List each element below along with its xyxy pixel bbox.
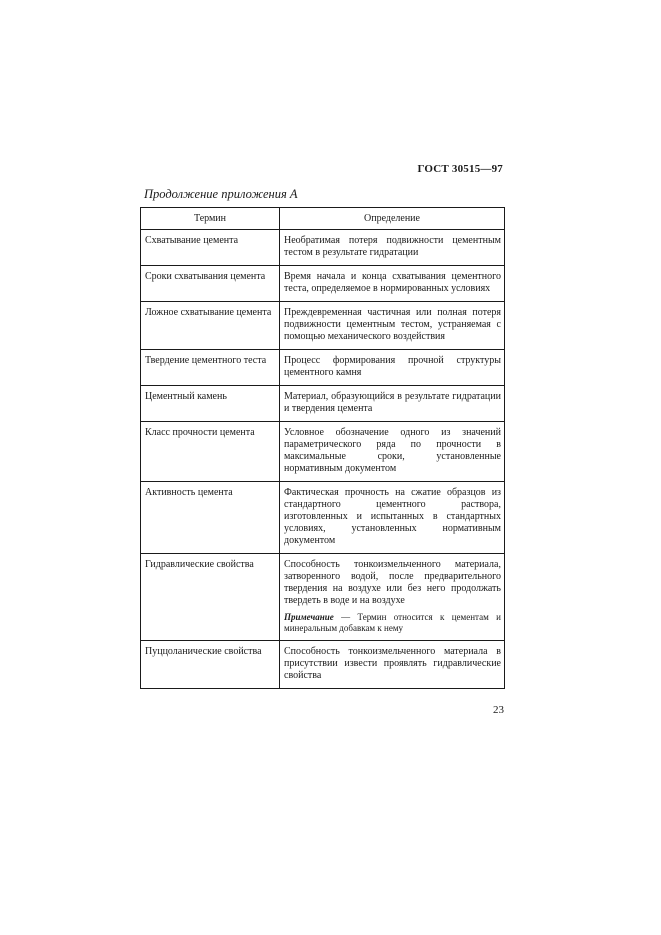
term-cell: Класс прочности цемента: [141, 422, 280, 482]
page-number: 23: [493, 704, 504, 716]
table-row: [141, 641, 505, 689]
term-cell: Твердение цементного теста: [141, 350, 280, 386]
definition-cell: Материал, образующийся в результате гидратации и твердения цемента: [280, 386, 505, 422]
note-label: Примечание: [284, 612, 334, 622]
term-cell: Гидравлические свойства: [141, 554, 280, 641]
term-cell: Сроки схватывания цемента: [141, 266, 280, 302]
document-code: ГОСТ 30515—97: [417, 163, 503, 175]
definition-cell-with-note: [280, 554, 505, 641]
term-cell: Ложное схватывание цемента: [141, 302, 280, 350]
table-row: [141, 422, 505, 482]
note-text: — Термин относится к цементам и минеральным добавкам к нему: [284, 612, 501, 633]
term-cell: Цементный камень: [141, 386, 280, 422]
table-row: [141, 554, 505, 641]
continuation-title: Продолжение приложения А: [144, 187, 298, 201]
column-header-term: Термин: [141, 208, 280, 230]
table-row: [141, 482, 505, 554]
definition-text: Способность тонкоизмельченного материала, затворенного водой, после предварительного твердения на воздухе или без него продолжать твердеть в воде и на воздухе: [284, 559, 501, 606]
definition-cell: Процесс формирования прочной структуры цементного камня: [280, 350, 505, 386]
table-row: [141, 266, 505, 302]
definition-cell: Способность тонкоизмельченного материала в присутствии извести проявлять гидравлические свойства: [280, 641, 505, 689]
definition-note: [284, 612, 501, 634]
term-cell: Пуццоланические свойства: [141, 641, 280, 689]
definition-cell: Условное обозначение одного из значений параметрического ряда по прочности в максимальные сроки, установленные нормативным документом: [280, 422, 505, 482]
term-cell: Активность цемента: [141, 482, 280, 554]
table-row: [141, 302, 505, 350]
term-cell: Схватывание цемента: [141, 230, 280, 266]
column-header-definition: Определение: [280, 208, 505, 230]
table-header-row: [141, 208, 505, 230]
table-row: [141, 386, 505, 422]
terms-table: [140, 207, 505, 689]
definition-cell: Фактическая прочность на сжатие образцов из стандартного цементного раствора, изготовленных и испытанных в стандартных условиях, установленных нормативным документом: [280, 482, 505, 554]
table-row: [141, 350, 505, 386]
table-row: [141, 230, 505, 266]
definition-cell: Время начала и конца схватывания цементного теста, определяемое в нормированных условиях: [280, 266, 505, 302]
definition-cell: Преждевременная частичная или полная потеря подвижности цементным тестом, устраняемая с помощью механического воздействия: [280, 302, 505, 350]
definition-cell: Необратимая потеря подвижности цементным тестом в результате гидратации: [280, 230, 505, 266]
